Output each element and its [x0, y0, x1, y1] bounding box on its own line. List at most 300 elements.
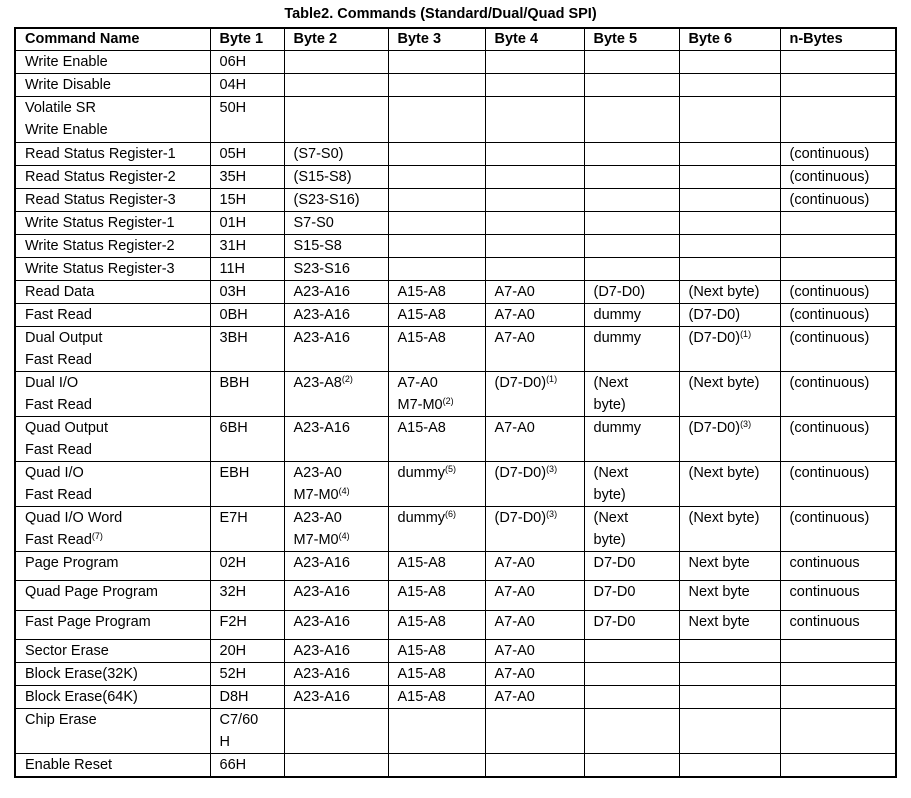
cell-byte-1 — [210, 304, 284, 327]
cell-byte-3 — [388, 640, 485, 663]
cell-command-name — [15, 754, 210, 778]
cell-text — [689, 417, 780, 439]
cell-text — [594, 417, 679, 439]
cell-line: (D7-D0) — [688, 307, 741, 323]
cell-line: Write Disable — [25, 77, 111, 93]
cell-byte-6 — [679, 189, 780, 212]
cell-text — [495, 327, 584, 349]
cell-command-name — [15, 663, 210, 686]
cell-line: A7-A0 — [494, 330, 535, 346]
cell-byte-2 — [284, 417, 388, 462]
cell-line: Sector Erase — [25, 643, 109, 659]
cell-text — [220, 581, 284, 603]
cell-line: (D7-D0) — [688, 330, 741, 346]
cell-byte-1 — [210, 235, 284, 258]
cell-text — [220, 640, 284, 662]
cell-byte-5 — [584, 581, 679, 611]
cell-byte-1 — [210, 74, 284, 97]
cell-text — [398, 640, 485, 662]
cell-text — [220, 552, 284, 574]
cell-byte-5 — [584, 611, 679, 640]
cell-byte-6 — [679, 709, 780, 754]
cell-command-name — [15, 327, 210, 372]
footnote-marker: (5) — [445, 464, 457, 474]
cell-line: (continuous) — [789, 307, 870, 323]
cell-text — [25, 74, 210, 96]
cell-text — [220, 709, 284, 731]
cell-text — [220, 304, 284, 326]
cell-byte-5 — [584, 327, 679, 372]
cell-byte-1 — [210, 462, 284, 507]
cell-text — [25, 349, 210, 371]
cell-byte-1 — [210, 97, 284, 143]
cell-text — [25, 119, 210, 141]
cell-text — [220, 731, 284, 753]
cell-line: 50H — [219, 100, 247, 116]
header-byte-1: Byte 1 — [210, 28, 284, 51]
cell-text — [25, 529, 210, 551]
table-row — [15, 417, 896, 462]
table-row — [15, 258, 896, 281]
cell-text — [294, 663, 388, 685]
cell-byte-6 — [679, 663, 780, 686]
cell-line: dummy — [593, 330, 642, 346]
cell-line: continuous — [789, 555, 860, 571]
cell-byte-5 — [584, 507, 679, 552]
cell-text — [294, 281, 388, 303]
cell-command-name — [15, 74, 210, 97]
cell-line: EBH — [219, 465, 250, 481]
cell-byte-4 — [485, 663, 584, 686]
cell-line: A7-A0 — [494, 614, 535, 630]
cell-byte-2 — [284, 663, 388, 686]
cell-byte-4 — [485, 709, 584, 754]
cell-text — [790, 281, 896, 303]
cell-text — [294, 640, 388, 662]
footnote-marker: (3) — [740, 419, 752, 429]
cell-text — [294, 327, 388, 349]
cell-n-bytes — [780, 258, 896, 281]
cell-text — [25, 304, 210, 326]
table-row — [15, 709, 896, 754]
cell-n-bytes — [780, 611, 896, 640]
cell-text — [398, 417, 485, 439]
cell-text — [25, 709, 210, 731]
cell-byte-4 — [485, 51, 584, 74]
cell-line: (Next — [593, 375, 629, 391]
table-row — [15, 663, 896, 686]
cell-line: dummy — [593, 307, 642, 323]
cell-line: A23-A16 — [293, 584, 350, 600]
cell-byte-4 — [485, 258, 584, 281]
cell-n-bytes — [780, 327, 896, 372]
cell-line: Fast Read — [25, 307, 92, 323]
cell-byte-1 — [210, 212, 284, 235]
cell-byte-5 — [584, 754, 679, 778]
cell-n-bytes — [780, 640, 896, 663]
cell-line: 20H — [219, 643, 247, 659]
cell-text — [398, 281, 485, 303]
cell-text — [25, 372, 210, 394]
cell-command-name — [15, 143, 210, 166]
cell-line: byte) — [593, 397, 626, 413]
cell-byte-1 — [210, 372, 284, 417]
cell-command-name — [15, 97, 210, 143]
cell-text — [25, 581, 210, 603]
table-row — [15, 51, 896, 74]
cell-byte-6 — [679, 281, 780, 304]
header-n-bytes: n-Bytes — [780, 28, 896, 51]
cell-line: A23-A0 — [293, 510, 342, 526]
cell-byte-3 — [388, 686, 485, 709]
table-row — [15, 281, 896, 304]
table-row — [15, 686, 896, 709]
cell-byte-3 — [388, 97, 485, 143]
cell-byte-6 — [679, 552, 780, 581]
cell-line: Fast Read — [25, 397, 92, 413]
cell-line: A7-A0 — [494, 284, 535, 300]
cell-byte-5 — [584, 235, 679, 258]
cell-text — [294, 258, 388, 280]
cell-text — [25, 663, 210, 685]
cell-byte-2 — [284, 462, 388, 507]
cell-byte-2 — [284, 97, 388, 143]
cell-text — [294, 686, 388, 708]
cell-byte-5 — [584, 51, 679, 74]
cell-line: Read Status Register-1 — [25, 146, 176, 162]
cell-text — [25, 417, 210, 439]
cell-byte-3 — [388, 754, 485, 778]
cell-byte-2 — [284, 552, 388, 581]
cell-text — [220, 372, 284, 394]
table-row — [15, 327, 896, 372]
cell-text — [398, 394, 485, 416]
cell-text — [594, 462, 679, 484]
cell-line: 66H — [219, 757, 247, 773]
cell-line: S23-S16 — [293, 261, 350, 277]
cell-line: A15-A8 — [397, 614, 446, 630]
cell-byte-1 — [210, 281, 284, 304]
cell-line: Next byte — [688, 614, 750, 630]
cell-line: M7-M0 — [293, 532, 339, 548]
cell-byte-2 — [284, 143, 388, 166]
cell-text — [398, 611, 485, 633]
cell-byte-1 — [210, 417, 284, 462]
cell-text — [294, 212, 388, 234]
cell-n-bytes — [780, 462, 896, 507]
cell-byte-1 — [210, 686, 284, 709]
cell-text — [790, 417, 896, 439]
cell-text — [294, 552, 388, 574]
cell-line: A15-A8 — [397, 284, 446, 300]
cell-command-name — [15, 640, 210, 663]
cell-line: Fast Read — [25, 532, 92, 548]
cell-text — [25, 754, 210, 776]
cell-text — [495, 372, 584, 394]
cell-text — [689, 372, 780, 394]
cell-byte-2 — [284, 611, 388, 640]
cell-n-bytes — [780, 709, 896, 754]
cell-line: A15-A8 — [397, 307, 446, 323]
cell-command-name — [15, 166, 210, 189]
cell-byte-3 — [388, 235, 485, 258]
cell-text — [294, 611, 388, 633]
cell-byte-3 — [388, 462, 485, 507]
cell-text — [398, 327, 485, 349]
cell-line: A23-A8 — [293, 375, 342, 391]
cell-byte-5 — [584, 189, 679, 212]
cell-text — [790, 552, 896, 574]
cell-byte-2 — [284, 686, 388, 709]
cell-byte-4 — [485, 417, 584, 462]
cell-text — [220, 97, 284, 119]
cell-command-name — [15, 581, 210, 611]
table-row — [15, 166, 896, 189]
cell-byte-6 — [679, 327, 780, 372]
cell-byte-5 — [584, 212, 679, 235]
cell-byte-2 — [284, 212, 388, 235]
cell-line: A7-A0 — [494, 643, 535, 659]
cell-line: Write Status Register-3 — [25, 261, 175, 277]
cell-line: Dual I/O — [25, 375, 79, 391]
cell-byte-1 — [210, 51, 284, 74]
cell-text — [594, 484, 679, 506]
cell-line: E7H — [219, 510, 248, 526]
cell-line: Block Erase(64K) — [25, 689, 138, 705]
cell-text — [398, 304, 485, 326]
cell-line: A7-A0 — [494, 584, 535, 600]
cell-byte-4 — [485, 552, 584, 581]
cell-text — [294, 189, 388, 211]
cell-byte-1 — [210, 552, 284, 581]
cell-text — [790, 189, 896, 211]
cell-text — [594, 611, 679, 633]
cell-line: 32H — [219, 584, 247, 600]
cell-line: (continuous) — [789, 420, 870, 436]
cell-byte-1 — [210, 663, 284, 686]
cell-byte-6 — [679, 74, 780, 97]
table-row — [15, 462, 896, 507]
cell-line: D7-D0 — [593, 555, 636, 571]
cell-text — [398, 686, 485, 708]
cell-line: A7-A0 — [494, 666, 535, 682]
cell-command-name — [15, 507, 210, 552]
cell-command-name — [15, 304, 210, 327]
cell-command-name — [15, 189, 210, 212]
cell-line: A7-A0 — [494, 689, 535, 705]
cell-n-bytes — [780, 663, 896, 686]
cell-line: (continuous) — [789, 169, 870, 185]
cell-text — [294, 235, 388, 257]
table-row — [15, 640, 896, 663]
cell-text — [689, 611, 780, 633]
cell-line: Dual Output — [25, 330, 103, 346]
cell-command-name — [15, 258, 210, 281]
cell-text — [220, 235, 284, 257]
cell-text — [398, 462, 485, 484]
cell-n-bytes — [780, 281, 896, 304]
cell-byte-5 — [584, 258, 679, 281]
header-byte-5: Byte 5 — [584, 28, 679, 51]
cell-command-name — [15, 686, 210, 709]
cell-text — [294, 417, 388, 439]
cell-byte-2 — [284, 166, 388, 189]
cell-byte-2 — [284, 327, 388, 372]
commands-table — [14, 27, 897, 778]
cell-byte-6 — [679, 640, 780, 663]
cell-byte-1 — [210, 189, 284, 212]
cell-line: 6BH — [219, 420, 248, 436]
cell-byte-5 — [584, 74, 679, 97]
cell-line: BBH — [219, 375, 250, 391]
cell-text — [25, 189, 210, 211]
cell-line: (Next — [593, 465, 629, 481]
table-row — [15, 74, 896, 97]
cell-command-name — [15, 212, 210, 235]
cell-line: 0BH — [219, 307, 248, 323]
cell-text — [220, 462, 284, 484]
cell-text — [594, 507, 679, 529]
cell-line: 02H — [219, 555, 247, 571]
cell-line: (D7-D0) — [593, 284, 646, 300]
cell-byte-5 — [584, 372, 679, 417]
cell-line: A23-A16 — [293, 307, 350, 323]
cell-text — [220, 74, 284, 96]
cell-byte-6 — [679, 166, 780, 189]
cell-line: Page Program — [25, 555, 119, 571]
cell-line: Quad Output — [25, 420, 109, 436]
cell-byte-4 — [485, 611, 584, 640]
cell-byte-6 — [679, 143, 780, 166]
cell-line: Enable Reset — [25, 757, 113, 773]
cell-byte-4 — [485, 143, 584, 166]
cell-command-name — [15, 611, 210, 640]
cell-line: Write Status Register-2 — [25, 238, 175, 254]
cell-text — [594, 552, 679, 574]
cell-text — [495, 417, 584, 439]
cell-line: (continuous) — [789, 510, 870, 526]
cell-byte-2 — [284, 709, 388, 754]
cell-text — [398, 372, 485, 394]
cell-command-name — [15, 281, 210, 304]
cell-text — [790, 304, 896, 326]
table-caption: Table2. Commands (Standard/Dual/Quad SPI) — [284, 6, 597, 22]
footnote-marker: (4) — [338, 486, 350, 496]
cell-byte-4 — [485, 281, 584, 304]
cell-text — [294, 166, 388, 188]
cell-text — [790, 327, 896, 349]
cell-byte-4 — [485, 581, 584, 611]
cell-n-bytes — [780, 166, 896, 189]
cell-byte-5 — [584, 281, 679, 304]
cell-line: 31H — [219, 238, 247, 254]
cell-byte-3 — [388, 51, 485, 74]
cell-line: A15-A8 — [397, 643, 446, 659]
cell-text — [495, 640, 584, 662]
table-body — [15, 51, 896, 778]
cell-text — [594, 327, 679, 349]
cell-byte-3 — [388, 327, 485, 372]
cell-line: A23-A0 — [293, 465, 342, 481]
cell-byte-3 — [388, 663, 485, 686]
cell-text — [25, 166, 210, 188]
cell-text — [689, 552, 780, 574]
cell-n-bytes — [780, 507, 896, 552]
cell-text — [495, 581, 584, 603]
cell-byte-6 — [679, 462, 780, 507]
table-row — [15, 581, 896, 611]
cell-byte-6 — [679, 611, 780, 640]
cell-line: S7-S0 — [293, 215, 334, 231]
cell-line: (Next byte) — [688, 284, 760, 300]
cell-text — [220, 143, 284, 165]
cell-byte-1 — [210, 581, 284, 611]
cell-text — [294, 372, 388, 394]
cell-text — [220, 212, 284, 234]
cell-text — [220, 281, 284, 303]
cell-line: 3BH — [219, 330, 248, 346]
cell-n-bytes — [780, 686, 896, 709]
cell-line: Write Enable — [25, 122, 108, 138]
cell-byte-6 — [679, 372, 780, 417]
cell-command-name — [15, 417, 210, 462]
footnote-marker: (7) — [91, 531, 103, 541]
cell-byte-5 — [584, 97, 679, 143]
table-row — [15, 552, 896, 581]
cell-text — [294, 581, 388, 603]
cell-text — [25, 97, 210, 119]
cell-text — [220, 611, 284, 633]
footnote-marker: (2) — [341, 374, 353, 384]
cell-line: Fast Read — [25, 487, 92, 503]
cell-line: Quad I/O Word — [25, 510, 123, 526]
cell-byte-2 — [284, 507, 388, 552]
cell-byte-5 — [584, 304, 679, 327]
table-row — [15, 235, 896, 258]
cell-line: A7-A0 — [494, 307, 535, 323]
cell-byte-2 — [284, 281, 388, 304]
cell-byte-1 — [210, 754, 284, 778]
cell-n-bytes — [780, 372, 896, 417]
cell-line: (D7-D0) — [494, 510, 547, 526]
cell-text — [495, 663, 584, 685]
cell-byte-2 — [284, 372, 388, 417]
cell-line: A15-A8 — [397, 689, 446, 705]
cell-line: Quad I/O — [25, 465, 84, 481]
cell-byte-6 — [679, 97, 780, 143]
cell-byte-3 — [388, 552, 485, 581]
cell-byte-3 — [388, 166, 485, 189]
cell-line: (continuous) — [789, 375, 870, 391]
cell-line: (Next — [593, 510, 629, 526]
cell-text — [594, 281, 679, 303]
cell-byte-1 — [210, 709, 284, 754]
cell-text — [294, 462, 388, 484]
cell-text — [25, 281, 210, 303]
cell-text — [25, 611, 210, 633]
header-byte-2: Byte 2 — [284, 28, 388, 51]
footnote-marker: (2) — [442, 396, 454, 406]
table-row — [15, 754, 896, 778]
cell-text — [594, 304, 679, 326]
cell-text — [25, 143, 210, 165]
cell-n-bytes — [780, 189, 896, 212]
cell-byte-6 — [679, 507, 780, 552]
cell-byte-6 — [679, 581, 780, 611]
cell-byte-4 — [485, 304, 584, 327]
cell-byte-6 — [679, 235, 780, 258]
cell-command-name — [15, 372, 210, 417]
